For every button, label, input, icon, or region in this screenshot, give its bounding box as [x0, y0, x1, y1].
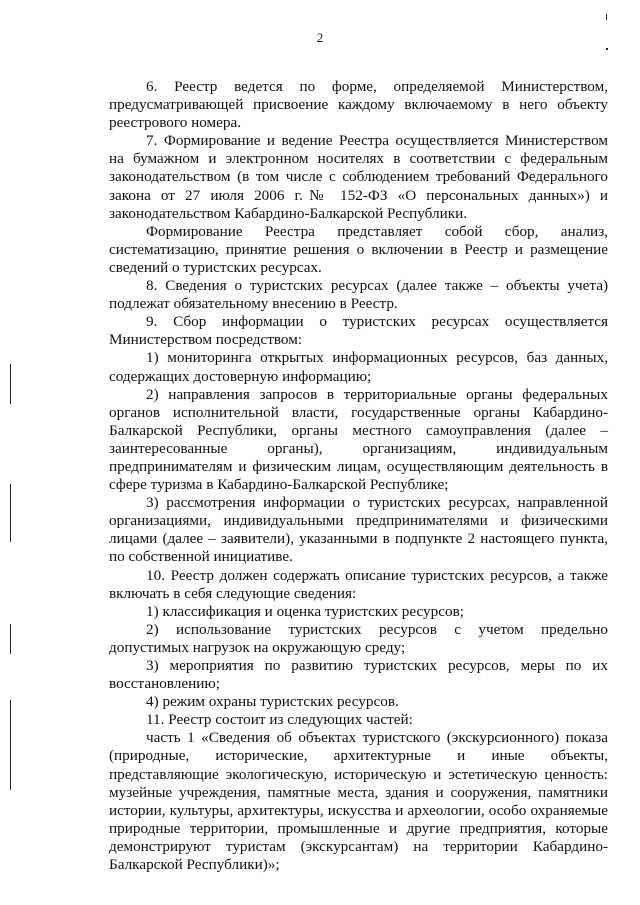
scan-mark-left-1: [10, 364, 11, 404]
paragraph-8: 8. Сведения о туристских ресурсах (далее также – объекты учета) подлежат обязательному внесению в Реестр.: [109, 277, 608, 313]
paragraph-10: 10. Реестр должен содержать описание туристских ресурсов, а также включать в себя следующие сведения:: [109, 566, 608, 602]
paragraph-9-item-1: 1) мониторинга открытых информационных ресурсов, баз данных, содержащих достоверную информацию;: [109, 349, 608, 385]
paragraph-10-item-3: 3) мероприятия по развитию туристских ресурсов, меры по их восстановлению;: [109, 657, 608, 693]
page-number: 2: [316, 30, 324, 45]
paragraph-10-item-2: 2) использование туристских ресурсов с учетом предельно допустимых нагрузок на окружающую среду;: [109, 620, 608, 656]
paragraph-11-part-1: часть 1 «Сведения об объектах туристского (экскурсионного) показа (природные, исторические, архитектурные и иные объекты, представляющие экологическую, историческую и эстетическую ценность: музейные учреждения, памятные места, здания и сооружения, памятники истории, культуры, архитектуры, искусства и археологии, особо охраняемые природные территории, промышленные и другие предприятия, которые демонстрируют туристам (экскурсантам) на территории Кабардино-Балкарской Республики)»;: [109, 729, 608, 874]
document-body: [109, 78, 608, 874]
paragraph-7: 7. Формирование и ведение Реестра осуществляется Министерством на бумажном и электронном носителях в соответствии с федеральным законодательством (в том числе с соблюдением требований Федерального закона от 27 июля 2006 г.№ 152-ФЗ «О персональных данных») и законодательством Кабардино-Балкарской Республики.: [109, 132, 608, 222]
paragraph-11: 11. Реестр состоит из следующих частей:: [146, 711, 413, 729]
paragraph-6: 6. Реестр ведется по форме, определяемой Министерством, предусматривающей присвоение каждому включаемому в него объекту реестрового номера.: [109, 78, 608, 132]
paragraph-9-item-3: 3) рассмотрения информации о туристских ресурсах, направленной организациями, индивидуальными предпринимателями и физическими лицами (далее – заявители), указанными в подпункте 2 настоящего пункта, по собственной инициативе.: [109, 494, 608, 566]
paragraph-9: 9. Сбор информации о туристских ресурсах осуществляется Министерством посредством:: [109, 313, 608, 349]
paragraph-9-item-2: 2) направления запросов в территориальные органы федеральных органов исполнительной власти, государственные органы Кабардино-Балкарской Республики, органы местного самоуправления (далее – заинтересованные органы), организациям, индивидуальным предпринимателям и физическим лицам, осуществляющим деятельность в сфере туризма в Кабардино-Балкарской Республике;: [109, 385, 608, 494]
scan-mark-right-dot: [606, 48, 608, 50]
scan-mark-left-4: [10, 700, 11, 790]
scan-mark-left-3: [10, 624, 11, 654]
paragraph-7-definition: Формирование Реестра представляет собой сбор, анализ, систематизацию, принятие решения о включении в Реестр и размещение сведений о туристских ресурсах.: [109, 222, 608, 276]
scan-mark-top-right: [606, 14, 607, 20]
paragraph-10-item-4: 4) режим охраны туристских ресурсов.: [146, 693, 399, 711]
scan-mark-left-2: [10, 484, 11, 542]
paragraph-10-item-1: 1) классификация и оценка туристских ресурсов;: [146, 602, 464, 620]
